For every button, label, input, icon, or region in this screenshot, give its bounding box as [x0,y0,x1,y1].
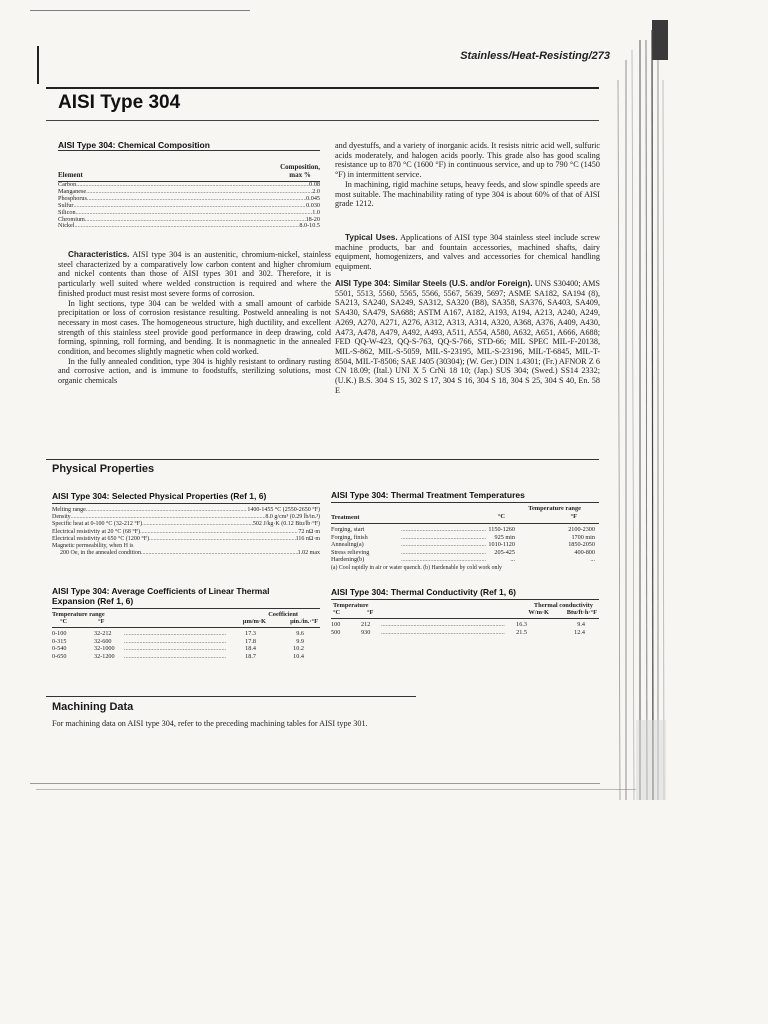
paragraph-text: UNS S30400; AMS 5501, 5513, 5560, 5565, 5566, 5567, 5639, 5697; ASME SA182, SA194 (8), SA213, SA240, SA249, SA312, SA320 (B8), SA358, SA376, SA403, SA409, SA430, SA479, SA688; ASTM A167, A182, A193, A194, A213, A240, A249, A269, A270, A271, A276, A312, A313, A314, A320, A368, A376, A409, A430, A473, A478, A479, A492, A493, A511, A554, A580, A632, A651, A666, A688; FED QQ-W-423, QQ-S-763, QQ-S-766, STD-66; MIL SPEC MIL-F-20138, MIL-S-862, MIL-S-5059, MIL-S-23195, MIL-S-23196, MIL-T-6845, MIL-T-8504, MIL-T-8506; SAE J405 (30304); (W. Ger.) DIN 1.4301; (Fr.) AFNOR Z 6 CN 18.09; (Ital.) UNI X 5 CrNi 18 10; (Jap.) SUS 304; (Swed.) SS14 2332; (U.K.) B.S. 304 S 15, 302 S 17, 304 S 16, 304 S 18, 304 S 25, 304 S 40, En. 58 E [335,279,600,395]
cell-temp-f: 32-1000 [94,645,115,653]
row-label: Carbon [58,181,77,188]
row-value: 116 nΩ·m [295,535,320,542]
table-row [52,529,320,536]
cell-coef-si: 18.4 [245,645,256,653]
cell-cond-us: 9.4 [577,621,585,628]
table-title: AISI Type 304: Thermal Conductivity (Ref 1, 6) [331,587,516,597]
column-header: Coefficient [268,611,298,618]
column-header: µm/m·K [242,618,266,625]
row-label: 200 Oe, in the annealed condition [60,550,141,557]
column-header: Temperature range [528,505,581,512]
cell-coef-si: 17.8 [245,637,256,645]
dot-leader [86,189,312,196]
dot-leader [141,550,298,557]
title-rule [46,120,599,121]
table-rule [52,503,320,504]
table-title: AISI Type 304: Thermal Treatment Temperatures [331,490,525,500]
paragraph [335,279,600,395]
row-label: Nickel [58,222,75,230]
column-header: °C [333,609,341,616]
thermal-expansion-table [52,586,320,660]
dot-leader [85,217,306,224]
table-row [331,629,599,637]
table-body [52,630,320,660]
dot-leader: ....................................................... [401,533,487,541]
column-header: °C [497,513,505,520]
chemical-composition-table [58,140,320,230]
dot-leader: .................................................................. [124,652,227,660]
section-heading: Physical Properties [52,463,155,475]
scan-artifact-line [30,783,600,784]
dot-leader: ................................................................................ [381,628,505,636]
section-rule [46,696,416,697]
table-row [58,203,320,210]
row-value: 8.0 g/cm³ (0.29 lb/in.³) [265,514,320,521]
column-header: °F [98,618,105,625]
dot-leader [149,536,295,543]
table-row [52,653,320,661]
row-value: 1.0 [312,208,320,216]
cell-temp-f: 32-600 [94,637,112,645]
table-header [331,505,599,522]
cell-coef-us: 9.9 [296,637,304,645]
row-value: 502 J/kg·K (0.12 Btu/lb·°F) [252,521,320,528]
table-title: AISI Type 304: Chemical Composition [58,140,210,150]
row-label: Melting range [52,507,86,513]
table-row [331,526,599,534]
row-label: Chromium [58,215,85,223]
dot-leader: ....................................................... [401,556,487,564]
row-value: 18-20 [305,215,320,223]
section-heading: Machining Data [52,701,134,713]
cell-temp-c: 205-425 [494,548,515,556]
cell-temp-f: 1850-2050 [568,541,595,549]
cell-coef-us: 10.4 [293,652,304,660]
row-label: Sulfur [58,201,74,209]
paragraph [335,141,600,209]
table-row [58,223,320,230]
column-header: °F [570,513,577,520]
row-label: Electrical resistivity at 650 °C (1200 °F) [52,535,150,542]
typical-uses-section [335,233,600,272]
similar-steels-section [335,279,600,395]
cell-temp-c: 0-540 [52,645,67,653]
dot-leader [75,223,300,230]
dot-leader: .................................................................. [124,630,227,637]
row-value: 8.0-10.5 [299,222,320,230]
table-row [58,217,320,224]
table-header [58,151,320,181]
column-header-line: max % [289,171,311,179]
section-rule [46,459,599,460]
paragraph-text: AISI type 304 is an austenitic, chromium-nickel, stainless steel characterized by a comparatively low carbon content and higher chromium and nickel contents than those of AISI types 301 and 302. Therefore, it is particularly well suited where welded construction is required and where the finished product must resist most severe forms of corrosion. [58,250,331,298]
cell-cond-us: 12.4 [574,628,585,636]
cell-temp-c: 1010-1120 [488,541,515,549]
cell-temp-c: ... [510,556,515,564]
table-body [331,526,599,564]
column-header-composition [280,163,320,179]
dot-leader: ....................................................... [401,548,487,556]
row-label: Density [52,514,71,521]
paragraph [58,250,331,386]
table-row [52,645,320,653]
cell-coef-si: 18.7 [245,652,256,660]
paragraph-text: Applications of AISI type 304 stainless steel include screw machine products, bar and fountain accessories, machined shafts, dairy equipment, homogenizers, and valves and accessories for chemical handling equipment. [335,233,600,272]
table-title: AISI Type 304: Average Coefficients of Linear Thermal [52,586,270,596]
dot-leader [73,203,306,210]
scan-artifact-line [36,789,636,790]
table-row [331,549,599,557]
paragraph-text: In the fully annealed condition, type 304 is highly resistant to ordinary rusting and corrosive action, and is immune to foodstuffs, sterilizing solutions, most organic chemicals [58,356,331,386]
paragraph-text: For machining data on AISI type 304, refer to the preceding machining tables for AISI type 301. [52,719,368,728]
table-row [331,541,599,549]
selected-physical-properties-table [52,491,320,557]
cell-treatment: Forging, finish [331,533,368,541]
table-row [58,196,320,203]
table-row: Magnetic permeability, when H is [52,543,134,550]
cell-temp-f: 212 [361,621,371,628]
table-row [52,638,320,646]
table-row [52,630,320,638]
page-title: AISI Type 304 [58,92,181,113]
cell-treatment: Forging, start [331,526,365,533]
table-row [58,189,320,196]
dot-leader [140,529,298,536]
cell-treatment: Stress relieving [331,548,370,556]
row-value: 0.08 [309,181,320,188]
section-lead-in: AISI Type 304: Similar Steels (U.S. and/or Foreign). [335,279,533,288]
cell-temp-f: ... [590,556,595,564]
dot-leader [87,196,306,203]
cell-temp-c: 500 [331,628,341,636]
paragraph-text: In machining, rigid machine setups, heavy feeds, and slow spindle speeds are most suitable. The machinability rating of type 304 is about 60% of that of AISI grade 1212. [335,179,600,209]
paragraph [335,233,600,272]
table-row [58,182,320,189]
table-title: Expansion (Ref 1, 6) [52,596,134,606]
table-rule [331,502,599,503]
table-row [52,550,320,557]
table-body [331,621,599,636]
cell-temp-f: 1700 min [571,533,595,541]
cell-temp-f: 32-212 [94,630,112,637]
column-header-element: Element [58,171,83,179]
row-value: 1400-1455 °C (2550-2650 °F) [247,507,320,513]
dot-leader [86,507,248,514]
row-value: 0.030 [306,201,320,209]
column-header: W/m·K [528,609,549,616]
dot-leader: .................................................................. [124,637,227,645]
table-rule [331,599,599,600]
section-lead-in: Characteristics. [68,250,130,259]
row-label: Phosphorus [58,194,87,202]
column-header-line: Composition, [280,163,320,171]
running-head: Stainless/Heat-Resisting/273 [460,50,610,62]
table-header [331,602,599,617]
column-header: Temperature [333,602,369,609]
cell-temp-c: 0-100 [52,630,67,637]
column-header: °F [367,609,374,616]
page-edge-shadow [600,20,668,800]
table-header [52,611,320,626]
margin-rule [37,46,39,84]
column-header: Btu/ft·h·°F [566,609,597,616]
cell-temp-f: 32-1200 [94,652,115,660]
table-row [52,536,320,543]
column-header: Thermal conductivity [533,602,593,609]
row-label: Specific heat at 0-100 °C (32-212 °F) [52,521,143,528]
dot-leader [76,182,309,189]
cell-temp-f: 930 [361,628,371,636]
column-header: Temperature range [52,611,105,618]
table-title: AISI Type 304: Selected Physical Properties (Ref 1, 6) [52,491,267,501]
thermal-conductivity-table [331,587,599,636]
thermal-treatment-table [331,490,599,572]
row-value: 0.045 [306,194,320,202]
table-row [52,521,320,528]
cell-cond-si: 16.3 [516,621,527,628]
cell-coef-us: 10.2 [293,645,304,653]
column-header: Treatment [331,514,360,521]
column-header: µin./in.·°F [290,618,318,625]
cell-temp-f: 2100-2300 [568,526,595,533]
cell-temp-c: 0-315 [52,637,67,645]
table-rule [331,523,599,524]
dot-leader: .................................................................. [124,645,227,653]
dot-leader: ................................................................................ [381,621,505,628]
dot-leader [142,521,253,528]
cell-coef-us: 9.6 [296,630,304,637]
table-body [52,507,320,543]
paragraph-text: In light sections, type 304 can be welded with a small amount of carbide precipitation or loss of corrosion resistance resulting. Postweld annealing is not necessary in most cases. The homogeneous structure, high ductility, and excellent strength of this stainless steel provide good performance in deep drawing, cold forming, spinning, roll forming, and bending. It is nonmagnetic in the annealed condition, and becomes slightly magnetic when cold worked. [58,298,331,357]
paragraph-text: and dyestuffs, and a variety of inorganic acids. It resists nitric acid well, sulfuric acids moderately, and halogen acids poorly. This grade also has good scaling resistance up to 870 °C (1600 °F) in continuous service, and up to 790 °C (1450 °F) in intermittent service. [335,141,600,180]
table-row [58,210,320,217]
row-value: 2.0 [312,187,320,195]
table-rule [52,627,320,628]
table-row [331,621,599,629]
characteristics-continued [335,141,600,209]
row-label: Silicon [58,208,76,216]
table-body [58,182,320,230]
table-row [331,534,599,542]
row-label: Manganese [58,187,87,195]
cell-treatment: Hardening(b) [331,556,365,564]
row-value: 72 nΩ·m [298,528,320,535]
characteristics-section [58,250,331,386]
cell-temp-c: 100 [331,621,341,628]
cell-treatment: Annealing(a) [331,541,364,549]
cell-temp-c: 1150-1260 [488,526,515,533]
table-rule [331,618,599,619]
row-label: Electrical resistivity at 20 °C (68 °F) [52,528,141,535]
header-rule [46,87,599,89]
cell-temp-c: 925 min [494,533,515,541]
table-row [331,556,599,564]
table-rule [52,608,320,609]
cell-temp-f: 400-800 [574,548,595,556]
row-value: 1.02 max [297,550,320,557]
cell-temp-c: 0-650 [52,652,67,660]
cell-coef-si: 17.3 [245,630,256,637]
dot-leader: ....................................................... [401,541,487,549]
dot-leader [76,210,313,217]
table-footnote: (a) Cool rapidly in air or water quench. (b) Hardenable by cold work only [331,564,502,571]
cell-cond-si: 21.5 [516,628,527,636]
scan-artifact-line [30,10,250,11]
column-header: °C [60,618,68,625]
dot-leader: ....................................................... [401,526,487,533]
section-lead-in: Typical Uses. [345,233,398,242]
